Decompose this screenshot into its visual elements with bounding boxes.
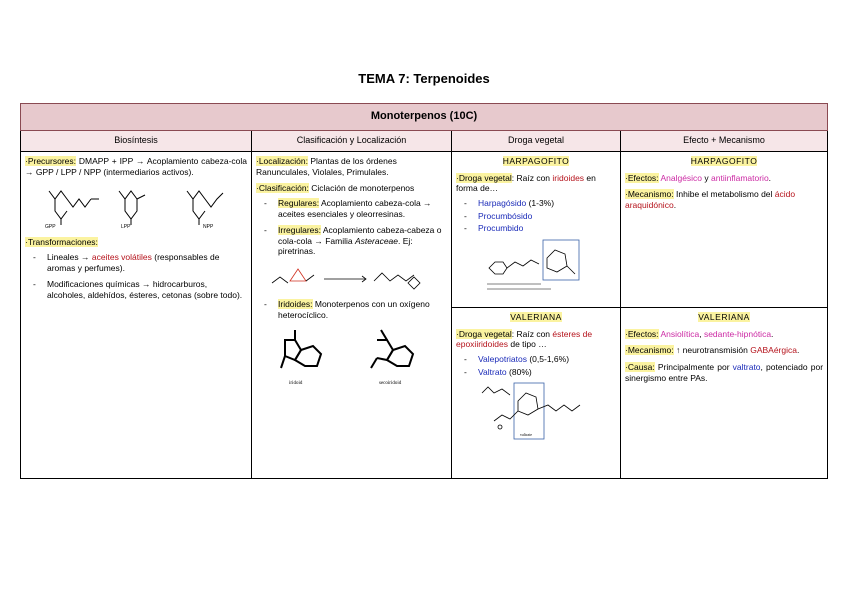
list-item: - Modificaciones químicas → hidrocarburos, alcoholes, aldehídos, ésteres, cetonas (sobre todo). — [47, 279, 247, 300]
harpagofito-compounds-list — [456, 198, 616, 234]
secoiridoid-label: secoiridoid — [378, 381, 401, 387]
list-item: - Harpagósido (1-3%) — [478, 198, 616, 209]
valeriana-causa-paragraph: ·Causa: Principalmente por valtrato, potenciado por sinergismo entre PAs. — [625, 361, 824, 383]
droga-vegetal-label: ·Droga vegetal — [456, 172, 512, 183]
mecanismo-label: ·Mecanismo: — [625, 345, 674, 356]
localizacion-paragraph: ·Localización: Plantas de los órdenes Ranunculales, Violales, Primulales. — [256, 156, 397, 177]
regulares-label: Regulares: — [278, 197, 320, 208]
valeriana-efecto-title: VALERIANA — [698, 312, 750, 322]
column-header-efecto: Efecto + Mecanismo — [621, 131, 828, 152]
valtrate-structure — [476, 381, 596, 443]
cell-valeriana-droga — [452, 308, 621, 479]
irregulares-label: Irregulares: — [278, 225, 321, 236]
column-header-clasificacion: Clasificación y Localización — [252, 131, 452, 152]
efectos-label: ·Efectos: — [625, 328, 659, 339]
column-header-biosintesis: Biosíntesis — [21, 131, 252, 152]
valeriana-title: VALERIANA — [510, 312, 562, 322]
harpagoside-structure — [481, 238, 591, 294]
transformaciones-label-paragraph — [25, 237, 247, 248]
iridoides-label: Iridoides: — [278, 299, 313, 309]
monoterpenos-table — [20, 103, 828, 479]
valtrate-label: valtrate — [520, 432, 532, 438]
gpp-lpp-npp-structures — [41, 181, 231, 229]
harpagofito-title: HARPAGOFITO — [502, 156, 570, 166]
cell-harpagofito-efecto — [621, 152, 828, 308]
aceites-volatiles-text: aceites volátiles — [91, 251, 152, 262]
list-item: - Valepotriatos (0,5-1,6%) — [478, 354, 616, 365]
page-title: TEMA 7: Terpenoides — [358, 71, 490, 86]
gpp-label: GPP — [45, 224, 56, 230]
piretrina-reaction-diagram — [262, 261, 442, 295]
harpagofito-efecto-title: HARPAGOFITO — [690, 156, 758, 166]
list-item: - Procumbósido — [478, 211, 616, 222]
clasificacion-label: ·Clasificación: — [256, 183, 309, 194]
cell-biosintesis — [21, 152, 252, 479]
precursores-text: DMAPP + IPP → Acoplamiento cabeza-cola → GPP / LPP / NPP (intermediarios activos). — [25, 156, 247, 177]
precursores-label: ·Precursores: — [25, 156, 77, 166]
column-header-droga: Droga vegetal — [452, 131, 621, 152]
iridoid-structures — [267, 324, 437, 388]
precursores-paragraph — [25, 156, 247, 177]
cell-harpagofito-droga — [452, 152, 621, 308]
harpagofito-efectos-paragraph: ·Efectos: Analgésico y antiinflamatorio. — [625, 172, 772, 183]
valeriana-mecanismo-paragraph: ·Mecanismo: ↑ neurotransmisión GABAérgica. — [625, 345, 800, 356]
list-item: - Valtrato (80%) — [478, 367, 616, 378]
harpagofito-droga-paragraph: ·Droga vegetal: Raíz con iridoides en forma de… — [456, 172, 596, 194]
transformaciones-list — [25, 252, 247, 301]
list-item: - Irregulares: Acoplamiento cabeza-cabeza o cola-cola → Familia Asteraceae. Ej: piretrinas. — [278, 225, 447, 257]
cell-clasificacion — [252, 152, 452, 479]
list-item: - Lineales → aceites volátiles (responsables de aromas y perfumes). — [47, 252, 247, 273]
iridoides-list — [256, 299, 447, 320]
valeriana-compounds-list — [456, 354, 616, 377]
harpagofito-mecanismo-paragraph: ·Mecanismo: Inhibe el metabolismo del ácido araquidónico. — [625, 189, 796, 210]
npp-label: NPP — [203, 224, 214, 230]
valeriana-droga-paragraph: ·Droga vegetal: Raíz con ésteres de epoxiiridoides de tipo … — [456, 328, 593, 350]
localizacion-label: ·Localización: — [256, 156, 308, 166]
lpp-label: LPP — [121, 224, 131, 230]
transformaciones-label: ·Transformaciones: — [25, 237, 98, 248]
efectos-label: ·Efectos: — [625, 172, 659, 183]
droga-vegetal-label: ·Droga vegetal — [456, 328, 512, 339]
table-header: Monoterpenos (10C) — [21, 104, 828, 131]
valeriana-efectos-paragraph: ·Efectos: Ansiolítica, sedante-hipnótica. — [625, 328, 774, 339]
list-item: - Iridoides: Monoterpenos con un oxígeno heterocíclico. — [278, 299, 447, 320]
list-item: - Regulares: Acoplamiento cabeza-cola → aceites esenciales y oleorresinas. — [278, 198, 447, 219]
clasificacion-list — [256, 198, 447, 257]
mecanismo-label: ·Mecanismo: — [625, 189, 674, 200]
cell-valeriana-efecto — [621, 308, 828, 479]
iridoid-label: iridoid — [288, 381, 302, 387]
causa-label: ·Causa: — [625, 361, 655, 372]
clasificacion-paragraph: ·Clasificación: Ciclación de monoterpenos — [256, 183, 415, 194]
list-item: - Procumbido — [478, 223, 616, 234]
